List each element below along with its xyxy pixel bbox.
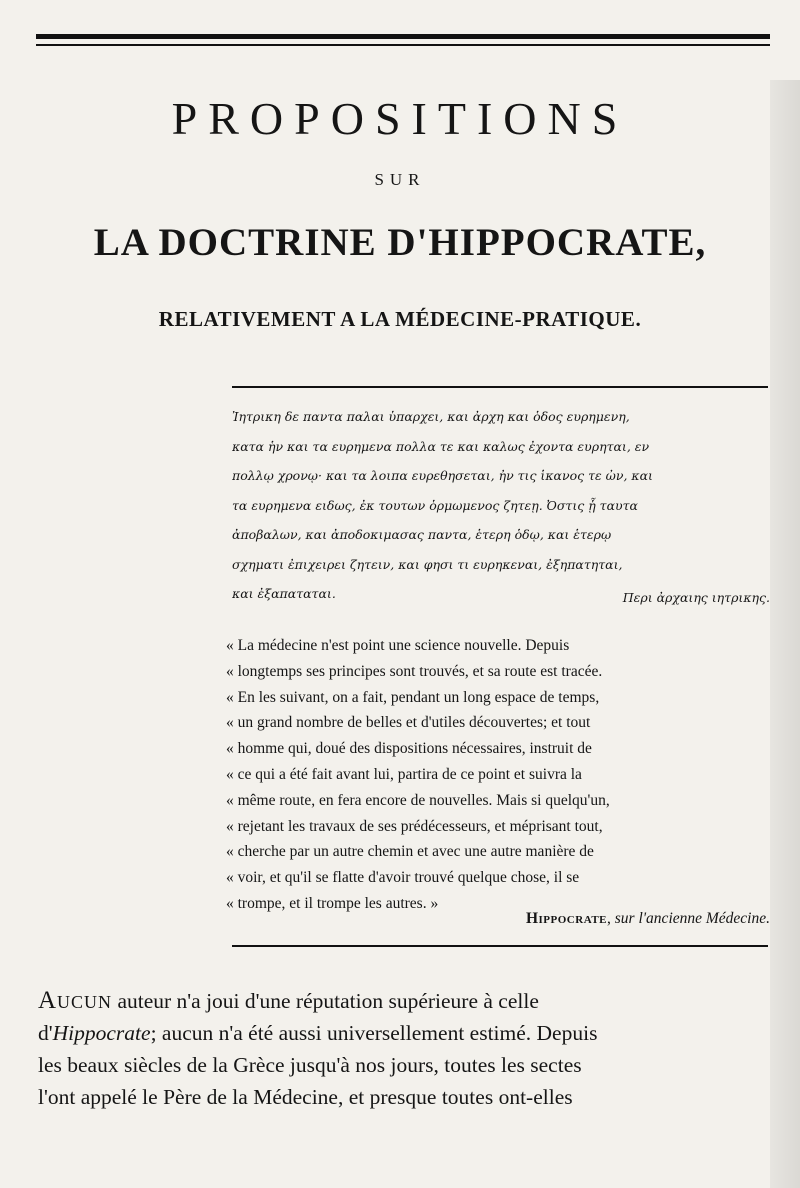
quote-line: « voir, et qu'il se flatte d'avoir trouvé quelque chose, il se <box>226 869 580 887</box>
french-quotation <box>226 633 772 917</box>
body-line-text: auteur n'a joui d'une réputation supérieure à celle <box>112 989 539 1013</box>
body-line-prefix: d' <box>38 1021 53 1045</box>
quote-attribution <box>380 910 770 928</box>
attribution-author: Hippocrate <box>525 910 607 927</box>
quote-line: « En les suivant, on a fait, pendant un long espace de temps, <box>226 688 600 706</box>
epigraph-top-rule <box>232 386 768 388</box>
greek-line: πολλῳ χρονῳ· και τα λοιπα ευρεθησεται, ἠν τις ἱκανος τε ὠν, και <box>232 468 653 483</box>
greek-line: σχηματι ἐπιχειρει ζητειν, και φησι τι ευρηκεναι, ἐξηπατηται, <box>232 556 623 572</box>
greek-epigraph <box>232 402 772 609</box>
quote-line: « longtemps ses principes sont trouvés, et sa route est tracée. <box>226 662 603 680</box>
opening-word: Aucun <box>38 987 113 1014</box>
quote-line: « cherche par un autre chemin et avec une autre manière de <box>226 843 594 861</box>
quote-line: « trompe, et il trompe les autres. » <box>226 894 439 912</box>
greek-line: ἀποβαλων, και ἀποδοκιμασας παντα, ἑτερη ὁδῳ, και ἑτερῳ <box>232 527 612 542</box>
subheading: RELATIVEMENT A LA MÉDECINE-PRATIQUE. <box>158 307 642 331</box>
quote-line: « La médecine n'est point une science nouvelle. Depuis <box>226 637 570 654</box>
greek-line: Ἰητρικη δε παντα παλαι ὑπαρχει, και ἀρχη και ὁδος ευρημενη, <box>232 409 630 424</box>
body-line <box>38 985 772 1017</box>
body-line-text: ; aucun n'a été aussi universellement estimé. Depuis <box>150 1021 598 1045</box>
title-preposition: SUR <box>374 170 426 189</box>
quote-line: « homme qui, doué des dispositions nécessaires, instruit de <box>226 740 592 758</box>
body-line <box>38 1017 772 1049</box>
greek-source: Περι ἀρχαιης ιητρικης. <box>622 590 770 605</box>
attribution-separator: , <box>607 910 615 927</box>
body-paragraph <box>38 985 772 1113</box>
quote-line: « même route, en fera encore de nouvelles. Mais si quelqu'un, <box>226 791 610 809</box>
greek-line: τα ευρημενα ειδως, ἐκ τουτων ὁρμωμενος ζητεῃ. Ὀστις ᾗ ταυτα <box>232 497 638 513</box>
quote-line: « un grand nombre de belles et d'utiles découvertes; et tout <box>226 714 591 732</box>
body-line: l'ont appelé le Père de la Médecine, et presque toutes ont-elles <box>38 1085 573 1109</box>
main-heading: LA DOCTRINE D'HIPPOCRATE, <box>93 221 707 264</box>
quote-line: « rejetant les travaux de ses prédécesseurs, et méprisant tout, <box>226 817 603 835</box>
greek-line: κατα ἡν και τα ευρημενα πολλα τε και καλως ἐχοντα ευρηται, εν <box>232 438 650 454</box>
author-name: Hippocrate <box>52 1021 151 1045</box>
document-title: PROPOSITIONS <box>171 93 629 144</box>
attribution-work: sur l'ancienne Médecine. <box>614 910 770 927</box>
top-double-rule <box>36 34 770 46</box>
epigraph-bottom-rule <box>232 945 768 947</box>
body-line: les beaux siècles de la Grèce jusqu'à nos jours, toutes les sectes <box>38 1053 582 1077</box>
greek-line: και ἐξαπαταται. <box>232 586 336 601</box>
quote-line: « ce qui a été fait avant lui, partira de ce point et suivra la <box>226 765 582 783</box>
